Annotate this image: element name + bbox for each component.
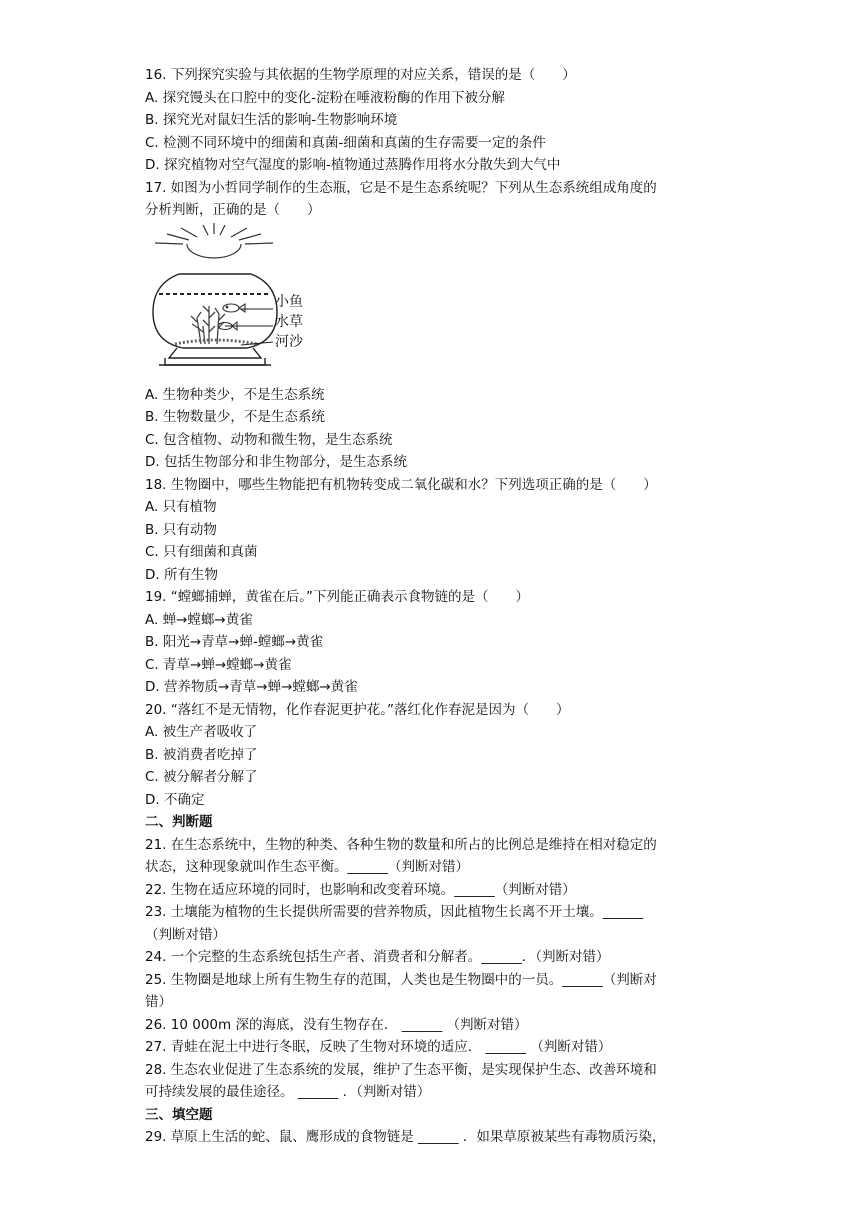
ecobottle-drawing — [145, 222, 719, 384]
question-25-line1: 25. 生物圈是地球上所有生物生存的范围，人类也是生物圈中的一员。______（判断对 — [145, 971, 657, 988]
water-plant-icon — [191, 306, 225, 344]
question-23-line2: （判断对错） — [145, 926, 226, 943]
label-fish: 小鱼 — [275, 293, 303, 310]
question-20-option-a: A. 被生产者吸收了 — [145, 724, 258, 740]
question-18-option-d: D. 所有生物 — [145, 566, 218, 583]
question-27: 27. 青蛙在泥土中进行冬眠，反映了生物对环境的适应． ______ （判断对错） — [145, 1039, 612, 1055]
question-24: 24. 一个完整的生态系统包括生产者、消费者和分解者。______．（判断对错） — [145, 949, 610, 965]
question-17-option-a: A. 生物种类少，不是生态系统 — [145, 386, 325, 403]
question-16-option-d: D. 探究植物对空气湿度的影响-植物通过蒸腾作用将水分散失到大气中 — [145, 157, 561, 173]
question-19-option-a: A. 蝉→螳螂→黄雀 — [145, 611, 253, 628]
question-26: 26. 10 000m 深的海底，没有生物存在． ______ （判断对错） — [145, 1016, 528, 1033]
question-19-option-d: D. 营养物质→青草→蝉→螳螂→黄雀 — [145, 679, 358, 695]
question-17-option-b: B. 生物数量少，不是生态系统 — [145, 409, 325, 425]
question-18-option-a: A. 只有植物 — [145, 499, 217, 515]
ecobottle-figure — [145, 222, 719, 384]
question-29-line1: 29. 草原上生活的蛇、鼠、鹰形成的食物链是 ______ ．如果草原被某些有毒物质污染， — [145, 1129, 666, 1145]
question-16-option-c: C. 检测不同环境中的细菌和真菌-细菌和真菌的生存需要一定的条件 — [145, 134, 546, 151]
question-21-line2: 状态，这种现象就叫作生态平衡。______（判断对错） — [145, 859, 469, 875]
question-20-option-d: D. 不确定 — [145, 791, 205, 808]
question-25-line2: 错） — [145, 994, 172, 1010]
question-28-line2: 可持续发展的最佳途径。 ______ ．（判断对错） — [145, 1084, 431, 1100]
question-19-stem: 19. “螳螂捕蝉，黄雀在后。”下列能正确表示食物链的是（ ） — [145, 589, 529, 605]
question-18-option-c: C. 只有细菌和真菌 — [145, 544, 258, 560]
question-17-option-d: D. 包括生物部分和非生物部分，是生态系统 — [145, 454, 407, 470]
label-water-grass: 水草 — [275, 313, 303, 330]
section-3-heading: 三、填空题 — [145, 1106, 213, 1123]
question-16-option-a: A. 探究馒头在口腔中的变化-淀粉在唾液粉酶的作用下被分解 — [145, 89, 505, 106]
question-17-stem-line1: 17. 如图为小哲同学制作的生态瓶，它是不是生态系统呢？下列从生态系统组成角度的 — [145, 179, 657, 196]
question-16-option-b: B. 探究光对鼠妇生活的影响-生物影响环境 — [145, 112, 398, 128]
question-20-stem: 20. “落红不是无情物，化作春泥更护花。”落红化作春泥是因为（ ） — [145, 701, 570, 718]
question-20-option-b: B. 被消费者吃掉了 — [145, 746, 258, 763]
question-18-stem: 18. 生物圈中，哪些生物能把有机物转变成二氧化碳和水？下列选项正确的是（ ） — [145, 476, 657, 493]
question-19-option-c: C. 青草→蝉→螳螂→黄雀 — [145, 656, 292, 673]
label-river-sand: 河沙 — [275, 333, 303, 350]
question-22: 22. 生物在适应环境的同时，也影响和改变着环境。______（判断对错） — [145, 881, 576, 898]
question-18-option-b: B. 只有动物 — [145, 521, 217, 538]
fish-bowl-icon — [153, 274, 277, 365]
question-17-option-c: C. 包含植物、动物和微生物，是生态系统 — [145, 431, 393, 448]
question-16-stem: 16. 下列探究实验与其依据的生物学原理的对应关系，错误的是（ ） — [145, 67, 576, 83]
question-20-option-c: C. 被分解者分解了 — [145, 769, 258, 785]
section-2-heading: 二、判断题 — [145, 814, 213, 830]
question-19-option-b: B. 阳光→青草→蝉-螳螂→黄雀 — [145, 634, 324, 650]
exam-content — [145, 64, 719, 1149]
question-23-line1: 23. 土壤能为植物的生长提供所需要的营养物质，因此植物生长离不开土壤。______ — [145, 904, 644, 920]
question-28-line1: 28. 生态农业促进了生态系统的发展，维护了生态平衡，是实现保护生态、改善环境和 — [145, 1061, 657, 1078]
question-17-stem-line2: 分析判断，正确的是（ ） — [145, 202, 321, 218]
question-21-line1: 21. 在生态系统中，生物的种类、各种生物的数量和所占的比例总是维持在相对稳定的 — [145, 836, 657, 853]
sun-icon — [155, 223, 273, 258]
